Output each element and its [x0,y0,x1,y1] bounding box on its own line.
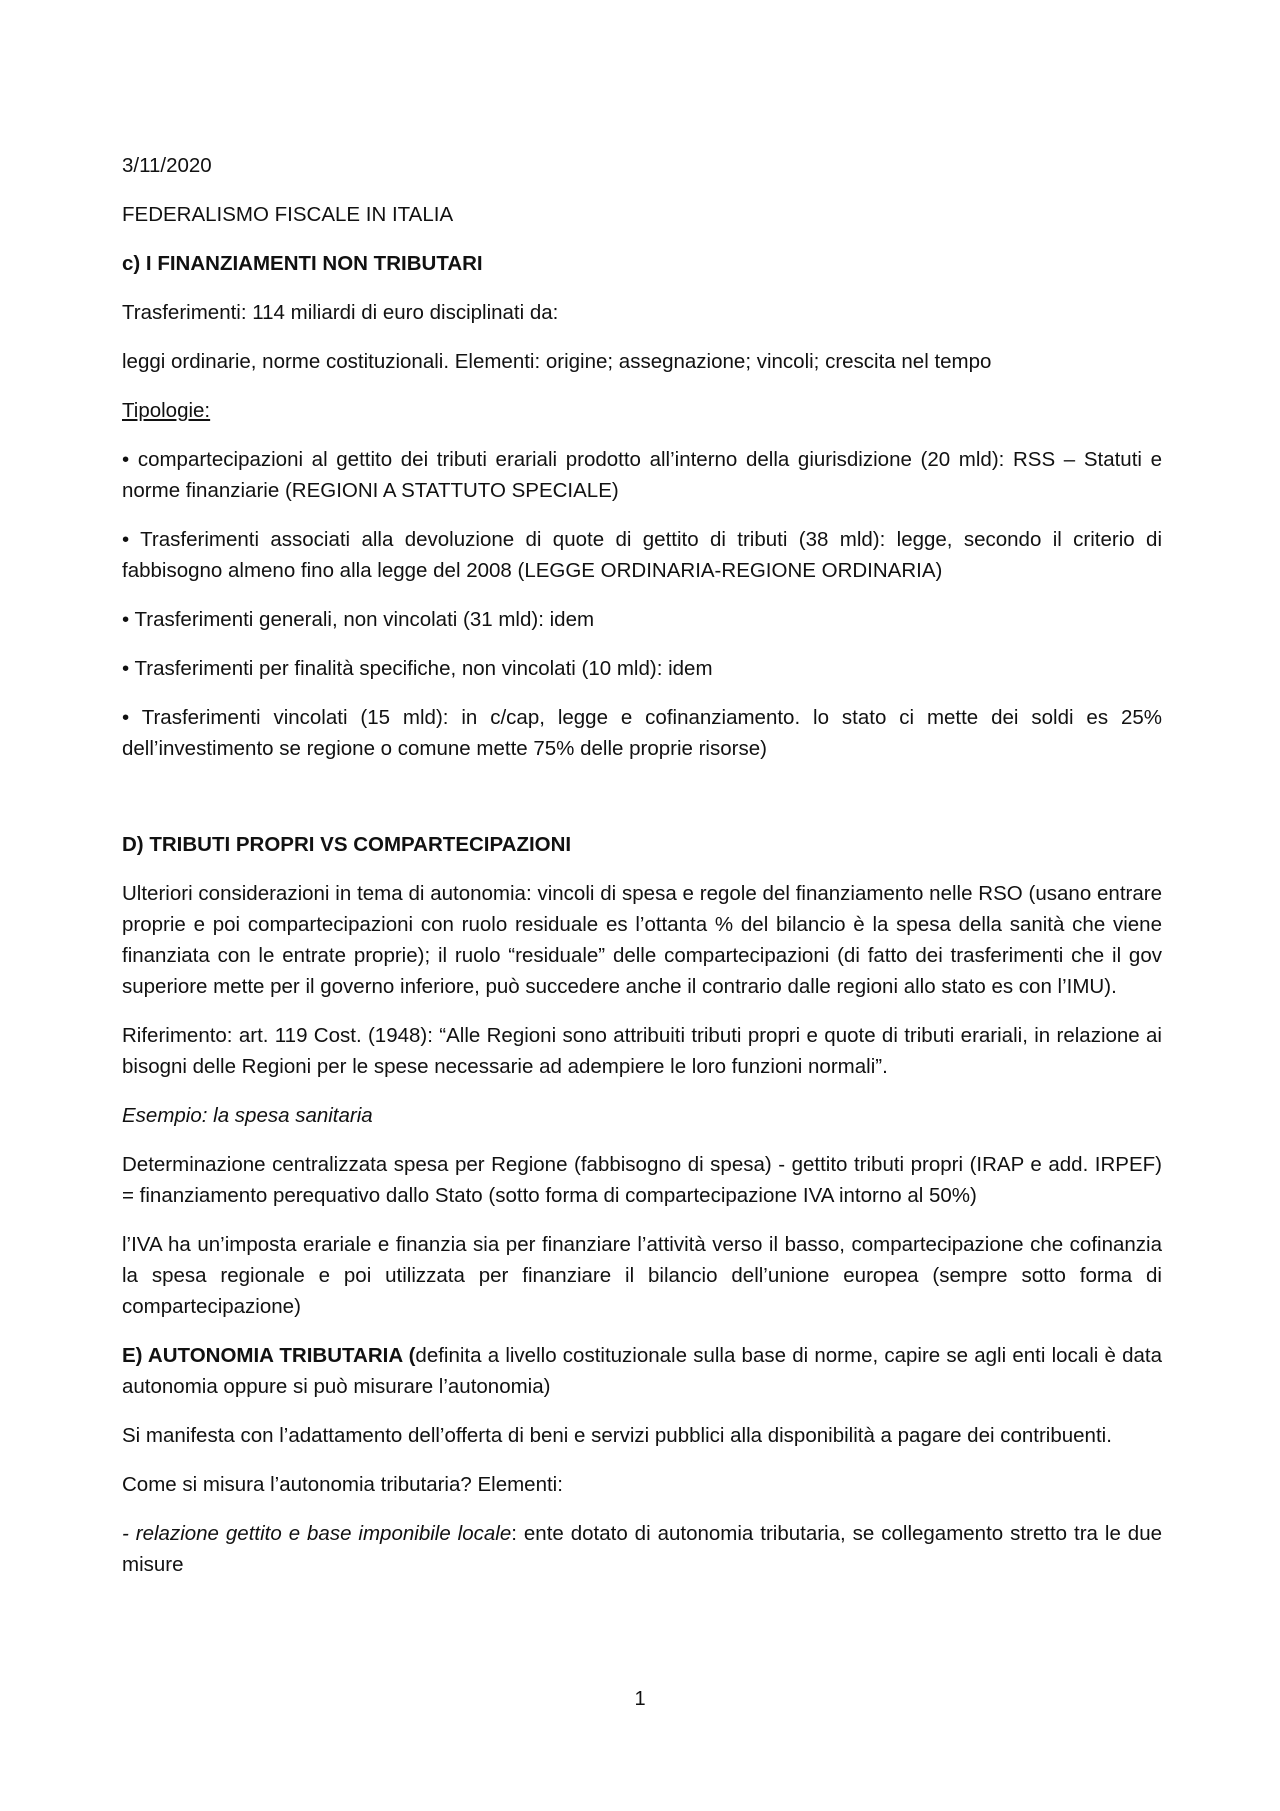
iva-paragraph: l’IVA ha un’imposta erariale e finanzia sia per finanziare l’attività verso il basso, compartecipazione che cofinanzia la spesa regionale e poi utilizzata per finanziare il bilancio dell’unione europea (sempre sotto forma di compartecipazione) [122,1233,1162,1318]
list-item: • Trasferimenti associati alla devoluzione di quote di gettito di tributi (38 mld): legge, secondo il criterio di fabbisogno almeno fino alla legge del 2008 (LEGGE ORDINARIA-REGIONE ORDINARIA) [122,528,1162,582]
section-c-heading: c) I FINANZIAMENTI NON TRIBUTARI [122,252,483,275]
section-e-heading-bold: E) AUTONOMIA TRIBUTARIA ( [122,1344,416,1367]
types-label: Tipologie: [122,399,211,422]
transfers-paragraph: Trasferimenti: 114 miliardi di euro disciplinati da: [122,301,559,324]
example-label: Esempio: la spesa sanitaria [122,1104,373,1127]
section-d-paragraph: Ulteriori considerazioni in tema di autonomia: vincoli di spesa e regole del finanziamento nelle RSO (usano entrare proprie e poi compartecipazioni con ruolo residuale es l’ottanta % del bilancio è la spesa della sanità che viene finanziata con le entrate proprie); il ruolo “residuale” delle compartecipazioni (di fatto dei trasferimenti che il gov superiore mette per il governo inferiore, può succedere anche il contrario dalle regioni allo stato es con l’IMU). [122,882,1162,998]
spacer [122,782,1162,829]
section-e-item-label: - relazione gettito e base imponibile locale [122,1522,512,1545]
section-e-item-text: : ente dotato di autonomia tributaria, se collegamento stretto tra le due misure [122,1522,1162,1576]
section-d-heading: D) TRIBUTI PROPRI VS COMPARTECIPAZIONI [122,833,572,856]
section-e-paragraph: Si manifesta con l’adattamento dell’offerta di beni e servizi pubblici alla disponibilità a pagare dei contribuenti. [122,1424,1112,1447]
list-item: • Trasferimenti generali, non vincolati (31 mld): idem [122,608,595,631]
section-e-item [122,1518,1162,1580]
list-item: • compartecipazioni al gettito dei tributi erariali prodotto all’interno della giurisdizione (20 mld): RSS – Statuti e norme finanziarie (REGIONI A STATTUTO SPECIALE) [122,448,1162,502]
laws-paragraph: leggi ordinarie, norme costituzionali. Elementi: origine; assegnazione; vincoli; crescita nel tempo [122,350,992,373]
section-e-question: Come si misura l’autonomia tributaria? Elementi: [122,1473,563,1496]
reference-paragraph: Riferimento: art. 119 Cost. (1948): “Alle Regioni sono attribuiti tributi propri e quote di tributi erariali, in relazione ai bisogni delle Regioni per le spese necessarie ad adempiere le loro funzioni normali”. [122,1024,1162,1078]
list-item: • Trasferimenti vincolati (15 mld): in c/cap, legge e cofinanziamento. lo stato ci mette dei soldi es 25% dell’investimento se regione o comune mette 75% delle proprie risorse) [122,706,1162,760]
document-title: FEDERALISMO FISCALE IN ITALIA [122,203,454,226]
section-e-heading [122,1340,1162,1402]
list-item: • Trasferimenti per finalità specifiche, non vincolati (10 mld): idem [122,657,713,680]
page-number: 1 [634,1688,646,1710]
document-page [122,150,1162,1598]
document-date: 3/11/2020 [122,154,212,177]
section-e-heading-rest: definita a livello costituzionale sulla base di norme, capire se agli enti locali è data autonomia oppure si può misurare l’autonomia) [122,1344,1163,1398]
example-paragraph: Determinazione centralizzata spesa per Regione (fabbisogno di spesa) - gettito tributi propri (IRAP e add. IRPEF) = finanziamento perequativo dallo Stato (sotto forma di compartecipazione IVA intorno al 50%) [122,1153,1162,1207]
